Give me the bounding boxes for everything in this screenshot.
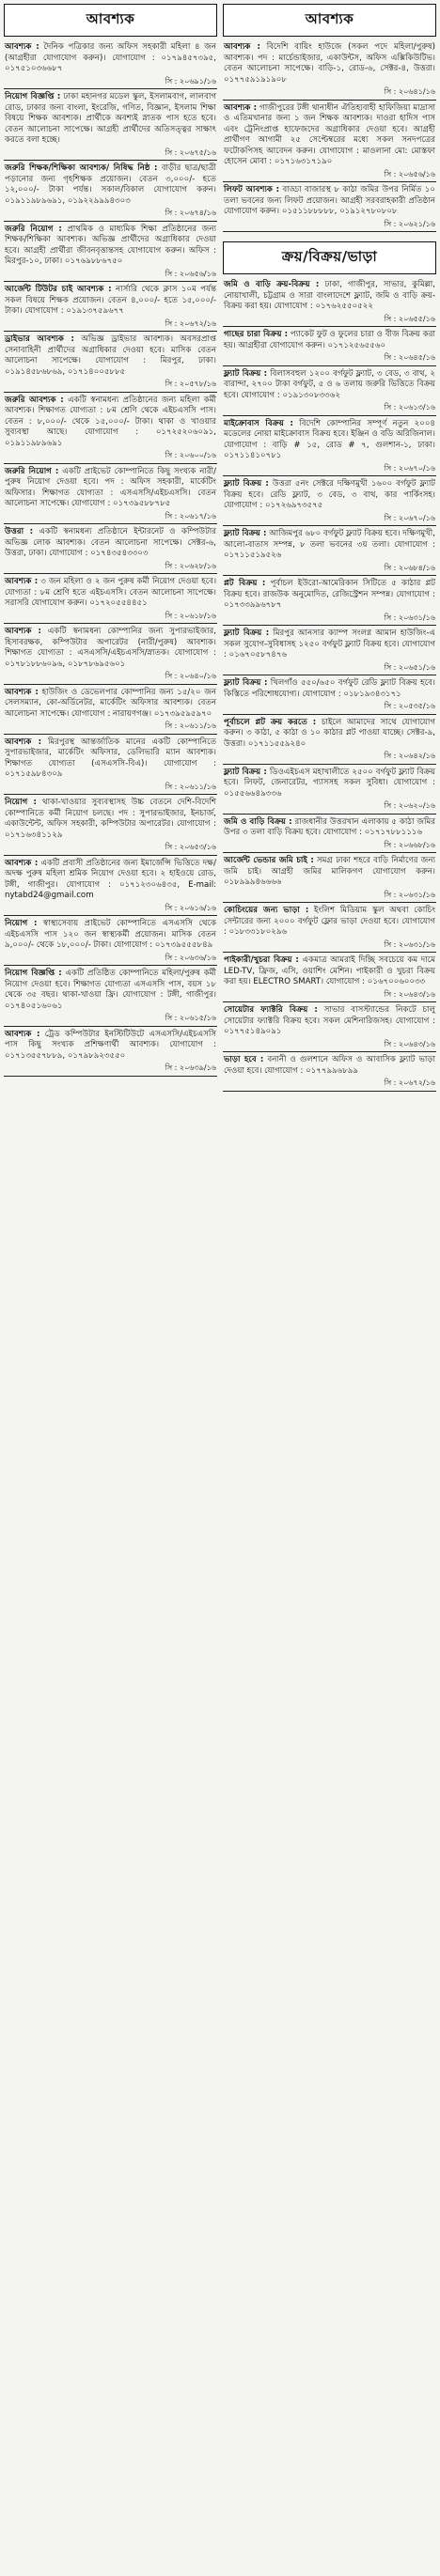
classified-ad <box>4 624 217 685</box>
classified-ad <box>4 795 217 856</box>
ad-text: খিলগাঁও ৫৫০/৬৫০ বর্গফুট রেডি ফ্ল্যাট বিক্রয় হবে। কিস্তিতে পরিশোধযোগ্য। যোগাযোগ : ০১৮১৯৩৪৩১৭১ <box>224 678 435 699</box>
ad-keyword: ভাড়া হবে : <box>224 1055 264 1064</box>
classified-ad <box>4 89 217 161</box>
ad-text: বিদেশি কোম্পানির সম্পূর্ণ নতুন ২০০৪ মডেলের নোয়া মাইক্রোবাস বিক্রয় হবে। ইঞ্জিন ও বডি অরিজিনাল। যোগাযোগ : বাড়ি # ১৫, রোড # ৭, গুলশান-১, ঢাকা। ০১৭১১৪১০৭৮১ <box>224 418 436 460</box>
ad-text: মিরপুর আনসার ক্যাম্প সংলগ্ন আমান হাউজিং-এ সকল সুযোগ-সুবিধাসহ ১২৫০ বর্গফুট ফ্ল্যাট বিক্রয় হবে। যোগাযোগ : ০১৬৭০৫৮৭৪৭৬ <box>224 628 435 660</box>
classified-ad <box>4 574 217 624</box>
ad-text: ৩ জন মহিলা ও ২ জন পুরুষ কর্মী নিয়োগ দেওয়া হবে। যোগ্যতা : ৮ম শ্রেণি হতে এইচএসসি। বেতন আলোচনা সাপেক্ষে। সরাসরি যোগাযোগ করুন। ০১৭২০৫৫৪৪৫১ <box>5 577 217 608</box>
ad-reference: সি : ২০৬৪৫/১৬ <box>384 353 435 362</box>
ad-reference: সি : ২০৬৫৬/১৬ <box>384 169 435 178</box>
ad-keyword: ফ্ল্যাট বিক্রয় : <box>224 529 267 538</box>
ad-text: একটি স্বনামধন্য প্রতিষ্ঠানের জন্য মহিলা কর্মী আবশ্যক। শিক্ষাগত যোগ্যতা : ৮ম শ্রেণি থেকে এইচএসসি পাস। বেতন : ৮,০০০/- থেকে ১৫,০০০/- টাকা। থাকা ও খাওয়ার সুব্যবস্থা আছে। যোগাযোগ : ০১৭২৫২০৬০৯১, ০১৯১১৯৮৯৬৯১ <box>5 395 216 448</box>
classified-ad <box>223 1052 436 1092</box>
ad-keyword: আর্জেন্ট ভেন্ডার জমি চাই : <box>224 856 314 865</box>
ad-reference: সি : ২০৬৩১/১৬ <box>384 890 435 899</box>
ad-keyword: কোচিংয়ের জন্য ভাড়া : <box>224 906 309 915</box>
ad-keyword: জমি ও বাড়ি বিক্রয় : <box>224 816 292 827</box>
ad-text: মিরপুরস্থ আন্তর্জাতিক মানের একটি কোম্পানিতে সুপারভাইজার, মার্কেটিং অফিসার, ডেলিভারি ম্যান আবশ্যক। শিক্ষাগত যোগ্যতা (এসএসসি-বিএ)। যোগাযোগ : ০১৭১৫৯৮৪৩০৯ <box>5 737 217 779</box>
right-ad-list-buy-sell <box>223 277 436 1092</box>
ad-keyword: জরুরি নিয়োগ : <box>5 466 59 476</box>
ad-keyword: লিফট আবশ্যক : <box>224 185 280 194</box>
classified-ad <box>4 332 217 393</box>
ad-reference: সি : ২০৬৪০/১৬ <box>165 672 216 680</box>
ad-text: থাকা-খাওয়ার সুব্যবস্থাসহ উচ্চ বেতনে দেশি-বিদেশি কোম্পানিতে কর্মী নিয়োগ চলছে। পদ : সুপারভাইজার, ইনচার্জ, একাউন্টেন্ট, অফিস সহকারী, কম্পিউটার অপারেটর। যোগাযোগ : ০১৭১৬৩৪১১২৯ <box>5 798 216 840</box>
ad-keyword: জরুরি নিয়োগ : <box>5 224 62 234</box>
classified-ad <box>4 1027 217 1077</box>
classified-ad <box>4 282 217 332</box>
ad-reference: সি : ২০৬১৬/১৬ <box>165 903 216 912</box>
ad-keyword: নিয়োগ বিজ্ঞপ্তি : <box>5 92 61 101</box>
ad-keyword: আবশ্যক : <box>5 1029 40 1039</box>
classified-ad <box>223 815 436 854</box>
classified-ad <box>223 576 436 626</box>
classified-ad <box>223 1002 436 1052</box>
ad-reference: সি : ২০৬৭০/১৬ <box>384 463 435 473</box>
classified-ad <box>223 765 436 815</box>
ad-keyword: নিয়োগ বিজ্ঞপ্তি : <box>5 969 62 978</box>
ad-reference: সি : ২০৬৭০/১৬ <box>384 513 435 522</box>
ad-reference: সি : ২০৬৭২/১৬ <box>384 1079 435 1087</box>
ad-text: উত্তরা ৫নং সেক্টরে দক্ষিণমুখী ১৬০০ বর্গফুট ফ্ল্যাট বিক্রয় হবে। রেডি ফ্ল্যাট, ৩ বেড, ৩ বাথ, কার পার্কিংসহ। যোগাযোগ : ০১৭২৬৯৭৩৫৭৫ <box>224 479 435 510</box>
ad-reference: সি : ২০৬০০/১৬ <box>165 451 216 459</box>
ad-text: স্বাস্থ্যসেবায় প্রাইভেট কোম্পানিতে এসএসসি থেকে এইচএসসি পাস ১২০ জন স্বাস্থ্যকর্মী প্রয়োজন। মাসিক বেতন ৯,০০০/- থেকে ১৮,০০০/- টাকা। যোগাযোগ : ০১৭৩৯৫৫৫৮৪৯ <box>5 919 216 950</box>
ad-reference: সি : ২০৬২১/১৬ <box>384 219 435 228</box>
ad-keyword: জমি ও বাড়ি ক্রয়-বিক্রয় : <box>224 280 320 289</box>
ad-text: একটি স্বনামধন্য প্রতিষ্ঠানে ইন্টারনেট ও কম্পিউটার অভিজ্ঞ লোক আবশ্যক। বেতন আলোচনা সাপেক্ষে। সেক্টর-৬, উত্তরা, ঢাকা। যোগাযোগ : ০১৭৪৩৫৪৩৩০৩ <box>5 527 217 558</box>
classified-ad <box>223 182 436 232</box>
ad-reference: সি : ২০৬১১/১৬ <box>165 722 216 730</box>
ad-keyword: ফ্ল্যাট বিক্রয় : <box>224 368 268 379</box>
ad-text: বাড়ীর ছাত্র/ছাত্রী পড়ানোর জন্য গৃহশিক্ষক প্রয়োজন। বেতন ৩,০০০/- হতে ১২,০০০/- টাকা পর্যন্ত। সকাল/বিকাল যোগাযোগ করুন। ০১৯১১৯৮৯৬৯১, ০১৯২২৯৯৯৪৩০৩ <box>5 163 216 206</box>
ad-text: ঢাকা মহানগর মডেল স্কুল, ইসলামবাগ, লালবাগ রোড, ঢাকার জন্য বাংলা, ইংরেজি, গণিত, বিজ্ঞান, ইসলাম শিক্ষা বিষয়ে শিক্ষক আবশ্যক। প্রার্থীকে অবশ্যই স্নাতক পাস হতে হবে। বেতন আলোচনা সাপেক্ষে। আগ্রহী প্রার্থীদের অতিসত্ত্বর সাক্ষাৎ করতে বলা হচ্ছে। <box>5 92 216 145</box>
classified-ad <box>223 366 436 416</box>
classified-ad <box>223 626 436 675</box>
ad-keyword: মাইক্রোবাস বিক্রয় : <box>224 418 293 428</box>
ad-keyword: প্লট বিক্রয় : <box>224 579 266 588</box>
ad-reference: সি : ২০৬১৮/১৬ <box>165 611 216 620</box>
ad-reference: সি : ২০৬৭২/১৬ <box>165 318 216 328</box>
right-column <box>223 4 436 1092</box>
ad-text: বিলাসবহুল ১২০০ বর্গফুট ফ্ল্যাট, ৩ বেড, ৩ বাথ, ২ বারান্দা, ২৭০০ টাকা বর্গফুট, ৫ ও ৬ তলায় জরুরি ভিত্তিতে বিক্রয় হবে। যোগাযোগ : ০১৯১৩০৮৩৩৬২ <box>224 368 435 400</box>
ad-text: চাইলে আমাদের সাথে যোগাযোগ করুন। ৩ কাঠা, ৫ কাঠা ও ১০ কাঠার প্লট পাওয়া যাচ্ছে। সেক্টর-৯, উত্তরা। ০১৭১১৫৫৯২৪০ <box>224 717 436 749</box>
ad-keyword: আবশ্যক : <box>5 627 41 636</box>
ad-text: রাজধানীর উত্তরখান এলাকায় ৫ কাঠা জমির উপর ৩ তলা বাড়ি বিক্রয় হবে। যোগাযোগ : ০১৭১৭৮৮১১১৬ <box>224 816 435 837</box>
ad-text: প্যাকেট ফুট ও ফুলের চারা ও বীজ বিক্রয় করা হয়। আগ্রহীরা যোগাযোগ করুন। ০১৭১২৫৬৫৫৬০ <box>224 330 436 350</box>
ad-reference: সি : ২০৬৯১/১৬ <box>165 76 216 85</box>
ad-reference: সি : ২০৫৩৫/১৬ <box>384 702 435 710</box>
ad-reference: সি : ২০৬৪৩/১৬ <box>384 989 435 999</box>
classified-ad <box>223 675 436 715</box>
ad-text: ডিওএইচএস মহাখালীতে ২৫০০ বর্গফুট ফ্ল্যাট বিক্রয় হবে। লিফট, জেনারেটর, গ্যাসসহ সকল সুবিধা। যোগাযোগ : ০১৫৫৬৬৪৯৩৩৬ <box>224 767 435 799</box>
classified-ad <box>4 39 217 89</box>
section-header-wanted: আবশ্যক <box>4 4 217 37</box>
ad-keyword: গাছের চারা বিক্রয় : <box>224 330 289 339</box>
ad-text: অভিজ্ঞ ড্রাইভার আবশ্যক। অবসরপ্রাপ্ত সেনাবাহিনী প্রার্থীদের অগ্রাধিকার দেওয়া হবে। মাসিক বেতন আলোচনা সাপেক্ষে। যোগাযোগ : মিরপুর, ঢাকা। ০১৯১৪৫৮৬৮৬৯, ০১৭১৪০০৫৮৮৫ <box>5 334 216 377</box>
ad-keyword: উত্তরা : <box>5 527 34 536</box>
ad-text: হাউজিং ও ডেভেলপার কোম্পানির জন্য ১৫/২০ জন সেলসম্যান, কো-অর্ডিনেটর, মার্কেটিং অফিসার আবশ্যক। বেতন আলোচনা সাপেক্ষে। যোগাযোগ : নারায়ণগঞ্জ। ০১৭৩৯৫৯৫৯৭০ <box>5 687 217 719</box>
ad-keyword: জরুরি আবশ্যক : <box>5 395 64 405</box>
ad-text: গাজীপুরের টঙ্গী থানাধীন ঐতিহ্যবাহী হাফিজিয়া মাদ্রাসা ও এতিমখানার জন্য ১ জন শিক্ষক আবশ্যক। দাওরা হাদিস পাস এবং ট্রেনিংপ্রাপ্ত হাফেজদের অগ্রাধিকার দেওয়া হবে। আগ্রহী প্রার্থীগণ আগামী ২৫ সেপ্টেম্বরের মধ্যে সকল সনদপত্রের ফটোকপিসহ আবেদন করুন। যোগাযোগ : মাওলানা মো: মোস্তফা হোসেন মোবা : ০১৭১৬৩১৭১৯০ <box>224 102 436 166</box>
ad-text: একটি প্রবাসী প্রতিষ্ঠানের জন্য ইমার্জেন্সি ভিত্তিতে দক্ষ/অদক্ষ পুরুষ মহিলা শ্রমিক নিয়োগ দেওয়া হবে। ২ হাইওয়ে রোড, টঙ্গী, গাজীপুর। যোগাযোগ : ০১৭১২৩০৬৪৩৫, E-mail: nytabd24@gmail.com <box>5 858 217 900</box>
ad-text: একটি স্বনামধন্য কোম্পানির জন্য সুপারভাইজার, হিসাবরক্ষক, কম্পিউটার অপারেটর (নারী/পুরুষ) আবশ্যক। শিক্ষাগত যোগ্যতা : এসএসসি/এইচএসসি/স্নাতক। যোগাযোগ : ০১৭৮১৮৮৬০৯৬, ০১৮৭৮৬৯৫৬০১ <box>5 627 216 669</box>
classified-ad <box>4 222 217 283</box>
ad-reference: সি : ২০৬১৭/১৬ <box>165 511 216 520</box>
ad-text: ঢাকা, গাজীপুর, সাভার, কুমিল্লা, নোয়াখালী, চট্টগ্রাম ও সারা বাংলাদেশে ফ্ল্যাট, জমি ও বাড়ি ক্রয়-বিক্রয় করা হয়। যোগাযোগ : ০১৭৬২৫৫০৫২২ <box>224 280 436 311</box>
ad-reference: সি : ২০৬৮৪/১৬ <box>384 563 435 572</box>
ad-keyword: আবশ্যক : <box>5 42 39 52</box>
ad-keyword: আবশ্যক : <box>224 42 260 52</box>
ad-keyword: আবশ্যক : <box>5 858 39 868</box>
ad-text: প্রাথমিক ও মাধ্যমিক শিক্ষা প্রতিষ্ঠানের জন্য শিক্ষক/শিক্ষিকা আবশ্যক। অভিজ্ঞ প্রার্থীদের অগ্রাধিকার দেওয়া হবে। আগ্রহী প্রার্থীরা জীবনবৃত্তান্তসহ যোগাযোগ করুন। অফিস : মিরপুর-১০, ঢাকা। ০১৭৬৯৮৮৬৭৫০ <box>5 224 216 266</box>
ad-keyword: আবশ্যক : <box>224 102 258 113</box>
classified-ad <box>223 526 436 576</box>
ad-reference: সি : ২০৬১৩/১৬ <box>384 403 435 411</box>
ad-keyword: নিয়োগ : <box>5 798 37 807</box>
ad-text: একটি প্রাইভেট কোম্পানিতে কিছু সংখ্যক নারী/পুরুষ নিয়োগ দেওয়া হবে। পদ : অফিস সহকারী, মার্কেটিং অফিসার। শিক্ষাগত যোগ্যতা : এসএসসি/এইচএসসি। বেতন আলোচনা সাপেক্ষে। যোগাযোগ : ০১৭৩৯৫৮৮৭৮৫ <box>5 466 216 508</box>
ad-keyword: আর্জেন্ট টিউটর চাই আবশ্যক : <box>5 285 112 294</box>
classified-ad <box>4 393 217 464</box>
ad-reference: সি : ২০৬৫১/১৬ <box>384 662 435 672</box>
ad-keyword: ড্রাইভার আবশ্যক : <box>5 334 74 344</box>
ad-reference: সি : ২০৫৭৮/১৬ <box>165 380 216 388</box>
classified-ad <box>4 161 217 222</box>
ad-keyword: আবশ্যক : <box>5 737 42 747</box>
classified-ad <box>4 856 217 917</box>
ad-text: ইংলিশ মিডিয়াম স্কুল অথবা কোচিং সেন্টারের জন্য ২০০০ বর্গফুট ফ্লোর ভাড়া দেওয়া হবে। যোগাযোগ : ০১৮৩৩১৮০২৯৬ <box>224 906 436 937</box>
ad-text: বনানী ও গুলশানে অফিস ও আবাসিক ফ্ল্যাট ভাড়া দেওয়া হবে। যোগাযোগ : ০১৭৭৯৯৬৮৯৯ <box>224 1055 435 1076</box>
classified-ad <box>4 735 217 796</box>
classified-ad <box>4 685 217 735</box>
section-header-buy-sell-rent: ক্রয়/বিক্রয়/ভাড়া <box>223 241 436 274</box>
ad-text: বিদেশি বায়িং হাউজে (সকল পদে মহিলা/পুরুষ) আবশ্যক। পদ : মার্চেন্ডাইজার, একাউন্টস, অফিস এক্সিকিউটিভ। বেতন আলোচনা সাপেক্ষে। বাড়ি-১, রোড-৬, সেক্টর-৪, উত্তরা। ০১৭৭৫৯১৯১৯০৮ <box>224 42 436 85</box>
ad-keyword: আবশ্যক : <box>5 687 39 697</box>
ad-text: সাভার বাসস্ট্যান্ডের নিকটে চালু সোয়েটার ফ্যাক্টরি বিক্রয় হবে। সকল মেশিনারিজসহ। যোগাযোগ : ০১৭৭৫১৪৯০৯১ <box>224 1005 435 1036</box>
ad-reference: সি : ২০৬৪১/১৬ <box>384 87 435 96</box>
left-column <box>4 4 217 1092</box>
ad-reference: সি : ২০৬২৮/১৬ <box>165 561 216 570</box>
classified-ad <box>223 416 436 477</box>
classified-ad <box>223 101 436 183</box>
ad-reference: সি : ২০৬৩৬/১৬ <box>165 953 216 962</box>
ad-keyword: পূর্বাচলে প্লট ক্রয় করতে : <box>224 717 317 727</box>
ad-keyword: আবশ্যক : <box>5 577 39 586</box>
ad-reference: সি : ২০৬৭৪/১৬ <box>165 209 216 217</box>
ad-keyword: ফ্ল্যাট বিক্রয় : <box>224 767 267 777</box>
ad-reference: সি : ২০৬৫৩/১৬ <box>165 843 216 851</box>
ad-text: বাড্ডা বাজারস্থ ৮ কাঠা জমির উপর নির্মিত ১০ তলা ভবনের জন্য লিফট প্রয়োজন। আগ্রহী সরবরাহকারী প্রতিষ্ঠান যোগাযোগ করুন। ০১৫১১৮৮৮৮৮, ০১৯১২৭৮০৮০৮ <box>224 185 435 216</box>
classified-ad <box>4 524 217 574</box>
classified-ad <box>4 916 217 966</box>
classified-ad <box>223 277 436 327</box>
ad-reference: সি : ২০৬৪৩/১৬ <box>384 1039 435 1048</box>
ad-text: একমাত্র আমরাই দিচ্ছি সবচেয়ে কম দামে LED-TV, ফ্রিজ, এসি, ওয়াশিং মেশিন। পাইকারী ও খুচরা বিক্রয় করা হয়। ELECTRO SMART। যোগাযোগ : ০১৬৭০০৬০০৩৩ <box>224 955 435 986</box>
ad-reference: সি : ২০৬১৫/১৬ <box>165 1014 216 1022</box>
ad-text: পূর্বাচল ইউরো-আমেরিকান সিটিতে ৫ কাঠার প্লট বিক্রয় হবে। রাজউক অনুমোদিত, রেজিস্ট্রেশন সম্পন্ন। যোগাযোগ : ০১৭৩৩৯৯৬৭৮৭ <box>224 579 436 610</box>
ad-keyword: পাইকারী/খুচরা বিক্রয় : <box>224 955 299 965</box>
classified-ad <box>4 966 217 1027</box>
left-ad-list <box>4 39 217 1077</box>
ad-keyword: ফ্ল্যাট বিক্রয় : <box>224 628 270 638</box>
ad-keyword: ফ্ল্যাট বিক্রয় : <box>224 678 268 688</box>
ad-reference: সি : ২০৬৩১/১৬ <box>384 939 435 949</box>
ad-text: ট্রেড কম্পিউটার ইনস্টিটিউটে এসএসসি/এইচএসসি পাস কিছু সংখ্যক প্রশিক্ষণার্থী আবশ্যক। যোগাযোগ : ০১৭১৩৫৫৭৮৮৯, ০১৭৯৮৯২৩৫৫০ <box>5 1029 217 1061</box>
classified-ad <box>223 953 436 1002</box>
ad-text: সমগ্র ঢাকা শহরে বাড়ি নির্মাণের জন্য জমি চাই। আগ্রহী জমির মালিকগণ যোগাযোগ করুন। ০১৮৯৯৯৪৬৬৬৬ <box>224 856 435 887</box>
ad-keyword: ফ্ল্যাট বিক্রয় : <box>224 479 269 489</box>
ad-reference: সি : ২০৬১১/১৬ <box>165 782 216 791</box>
classified-ad <box>223 903 436 953</box>
ad-reference: সি : ২০৬৬৮/১৬ <box>384 840 435 849</box>
section-header-wanted-right: আবশ্যক <box>223 4 436 37</box>
ad-keyword: সোয়েটার ফ্যাক্টরি বিক্রয় : <box>224 1005 318 1015</box>
ad-reference: সি : ২০৬৫৬/১৬ <box>165 269 216 278</box>
ad-reference: সি : ২০৬৪২/১৬ <box>384 752 435 760</box>
ad-reference: সি : ২০৬২০/১৬ <box>384 801 435 810</box>
ad-reference: সি : ২০৬৩৯/১৬ <box>165 1063 216 1072</box>
right-ad-list <box>223 39 436 232</box>
classified-ad <box>223 853 436 903</box>
classified-ad <box>223 476 436 526</box>
ad-text: আজিমপুর ৬৮০ বর্গফুট ফ্ল্যাট বিক্রয় হবে। দক্ষিণমুখী, আলো-বাতাস সম্পন্ন, ৮ তলা ভবনের ৩য় তলা। যোগাযোগ : ০১৭১১৫১৯৫২৬ <box>224 529 435 560</box>
classified-ad <box>4 464 217 525</box>
ad-reference: সি : ২০৬৫৫/১৬ <box>384 314 435 323</box>
ad-keyword: নিয়োগ : <box>5 919 38 928</box>
classified-ad <box>223 327 436 366</box>
ad-text: একটি প্রতিষ্ঠিত কোম্পানিতে মহিলা/পুরুষ কর্মী নিয়োগ দেওয়া হবে। শিক্ষাগত যোগ্যতা এসএসসি পাস, বয়স ১৮ থেকে ৩৫ বছর। থাকা-খাওয়া ফ্রি। যোগাযোগ : টঙ্গী, গাজীপুর। ০১৭৪০৫১৬০৬১ <box>5 969 217 1011</box>
ad-text: দৈনিক পত্রিকার জন্য অফিস সহকারী মহিলা ৪ জন (আগ্রহীরা যোগাযোগ করুন)। যোগাযোগ : ০১৭৯৪৫৭৩৯৫, ০১৭৫১০৩৬৬৮৭ <box>5 42 217 73</box>
ad-keyword: জরুরি শিক্ষক/শিক্ষিকা আবশ্যক/ নিষিদ্ধ নিষ্ঠ : <box>5 163 158 173</box>
ad-reference: সি : ২০৬৩১/১৬ <box>384 613 435 622</box>
classifieds-page <box>0 0 440 1092</box>
ad-text: নার্সারি থেকে ক্লাস ১০ম পর্যন্ত সকল বিষয়ে শিক্ষক প্রয়োজন। বেতন ৪,০০০/- হতে ১৫,০০০/- টাকা। যোগাযোগ : ০১৯১৩৭৫৯৬৭৭ <box>5 285 216 316</box>
ad-reference: সি : ২০৬৭৫/১৬ <box>165 147 216 157</box>
classified-ad <box>223 39 436 101</box>
classified-ad <box>223 715 436 765</box>
